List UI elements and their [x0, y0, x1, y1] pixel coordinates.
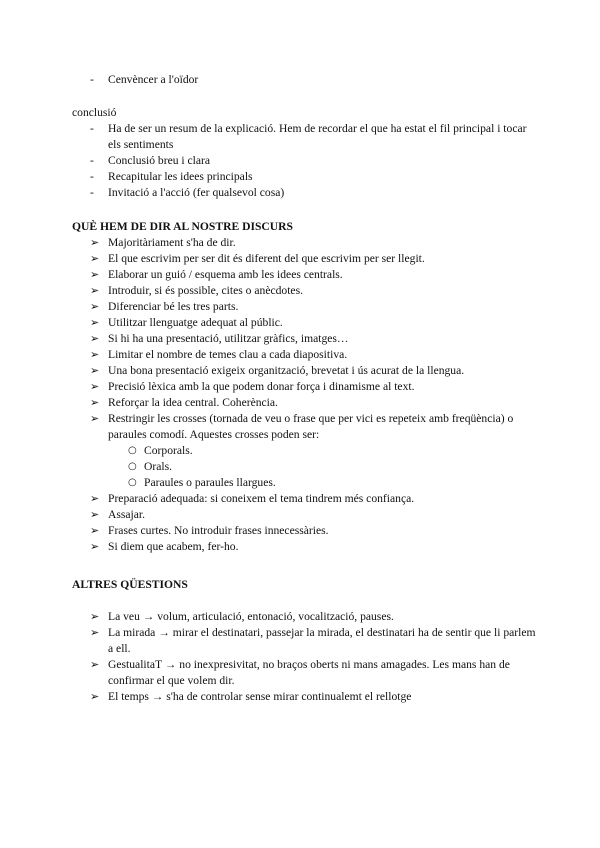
arrow-bullet-icon: ➢	[90, 252, 100, 265]
list-item-text: Reforçar la idea central. Coherència.	[108, 396, 278, 409]
arrow-bullet-icon: ➢	[90, 626, 100, 639]
list-item-text: Introduir, si és possible, cites o anècdotes.	[108, 284, 303, 297]
altres-list	[72, 609, 542, 705]
conclusion-section	[72, 105, 542, 201]
dash-bullet: -	[90, 122, 94, 135]
list-item-text: Frases curtes. No introduir frases innecessàries.	[108, 524, 329, 537]
list-item	[72, 121, 542, 153]
list-item	[72, 523, 542, 539]
arrow-bullet-icon: ➢	[90, 300, 100, 313]
list-item	[72, 185, 542, 201]
list-item-text: La mirada → mirar el destinatari, passejar la mirada, el destinatari ha de sentir que li parlem a ell.	[108, 626, 536, 655]
section-label: conclusió	[72, 106, 117, 119]
list-item-text: Conclusió breu i clara	[108, 154, 211, 167]
list-item	[72, 315, 542, 331]
arrow-bullet-icon: ➢	[90, 508, 100, 521]
dash-bullet: -	[90, 154, 94, 167]
list-item	[72, 347, 542, 363]
list-item-text: Restringir les crosses (tornada de veu o frase que per vici es repeteix amb freqüència) o paraules comodí. Aquestes crosses poden ser:	[108, 412, 514, 441]
section-heading: ALTRES QÜESTIONS	[72, 578, 188, 591]
list-item	[72, 689, 542, 705]
arrow-bullet-icon: ➢	[90, 364, 100, 377]
list-item-text: Si hi ha una presentació, utilitzar gràfics, imatges…	[108, 332, 349, 345]
list-item	[72, 267, 542, 283]
sub-list-item	[72, 443, 542, 459]
list-item-text: Corporals.	[144, 444, 193, 457]
section-heading: QUÈ HEM DE DIR AL NOSTRE DISCURS	[72, 220, 293, 233]
arrow-bullet-icon: ➢	[90, 540, 100, 553]
arrow-bullet-icon: ➢	[90, 268, 100, 281]
arrow-bullet-icon: ➢	[90, 610, 100, 623]
arrow-bullet-icon: ➢	[90, 316, 100, 329]
list-item-text: Orals.	[144, 460, 173, 473]
list-item-text: Invitació a l'acció (fer qualsevol cosa)	[108, 186, 285, 199]
dash-bullet: -	[90, 73, 94, 86]
sub-list-item	[72, 475, 542, 491]
list-item-text: Diferenciar bé les tres parts.	[108, 300, 239, 313]
list-item-text: Limitar el nombre de temes clau a cada diapositiva.	[108, 348, 348, 361]
arrow-bullet-icon: ➢	[90, 332, 100, 345]
list-item	[72, 539, 542, 555]
list-item	[72, 411, 542, 443]
dash-bullet: -	[90, 186, 94, 199]
list-item	[72, 169, 542, 185]
list-item	[72, 153, 542, 169]
circle-bullet-icon: ○	[128, 461, 137, 472]
list-item	[72, 507, 542, 523]
arrow-bullet-icon: ➢	[90, 236, 100, 249]
circle-bullet-icon: ○	[128, 445, 137, 456]
list-item-text: El que escrivim per ser dit és diferent del que escrivim per ser llegit.	[108, 252, 425, 265]
list-item-text: Recapitular les idees principals	[108, 170, 253, 183]
arrow-bullet-icon: ➢	[90, 524, 100, 537]
intro-list	[72, 72, 542, 88]
list-item-text: Elaborar un guió / esquema amb les idees centrals.	[108, 268, 343, 281]
list-item	[72, 395, 542, 411]
list-item-text: Cenvèncer a l'oïdor	[108, 73, 199, 86]
list-item-text: Majoritàriament s'ha de dir.	[108, 236, 236, 249]
list-item	[72, 251, 542, 267]
list-item	[72, 491, 542, 507]
list-item	[72, 299, 542, 315]
arrow-bullet-icon: ➢	[90, 396, 100, 409]
circle-bullet-icon: ○	[128, 477, 137, 488]
arrow-bullet-icon: ➢	[90, 690, 100, 703]
list-item	[72, 331, 542, 347]
list-item	[72, 657, 542, 689]
list-item	[72, 609, 542, 625]
list-item	[72, 72, 542, 88]
list-item	[72, 235, 542, 251]
arrow-bullet-icon: ➢	[90, 284, 100, 297]
discurs-section	[72, 219, 542, 555]
arrow-bullet-icon: ➢	[90, 658, 100, 671]
list-item	[72, 379, 542, 395]
altres-section	[72, 577, 542, 593]
dash-bullet: -	[90, 170, 94, 183]
list-item-text: El temps → s'ha de controlar sense mirar continualemt el rellotge	[108, 690, 412, 703]
arrow-bullet-icon: ➢	[90, 380, 100, 393]
list-item-text: Una bona presentació exigeix organització, brevetat i ús acurat de la llengua.	[108, 364, 465, 377]
list-item-text: Assajar.	[108, 508, 146, 521]
list-item	[72, 625, 542, 657]
list-item-text: Precisió lèxica amb la que podem donar força i dinamisme al text.	[108, 380, 415, 393]
list-item-text: Paraules o paraules llargues.	[144, 476, 276, 489]
list-item	[72, 283, 542, 299]
list-item-text: La veu → volum, articulació, entonació, vocalització, pauses.	[108, 610, 394, 623]
list-item-text: Preparació adequada: si coneixem el tema tindrem més confiança.	[108, 492, 415, 505]
arrow-bullet-icon: ➢	[90, 348, 100, 361]
list-item-text: Ha de ser un resum de la explicació. Hem de recordar el que ha estat el fil principal i tocar els sentiments	[108, 122, 527, 151]
sub-list-item	[72, 459, 542, 475]
list-item	[72, 363, 542, 379]
list-item-text: Si diem que acabem, fer-ho.	[108, 540, 239, 553]
arrow-bullet-icon: ➢	[90, 492, 100, 505]
list-item-text: Utilitzar llenguatge adequat al públic.	[108, 316, 283, 329]
arrow-bullet-icon: ➢	[90, 412, 100, 425]
list-item-text: GestualitaT → no inexpresivitat, no braços oberts ni mans amagades. Les mans han de confirmar el que volem dir.	[108, 658, 510, 687]
